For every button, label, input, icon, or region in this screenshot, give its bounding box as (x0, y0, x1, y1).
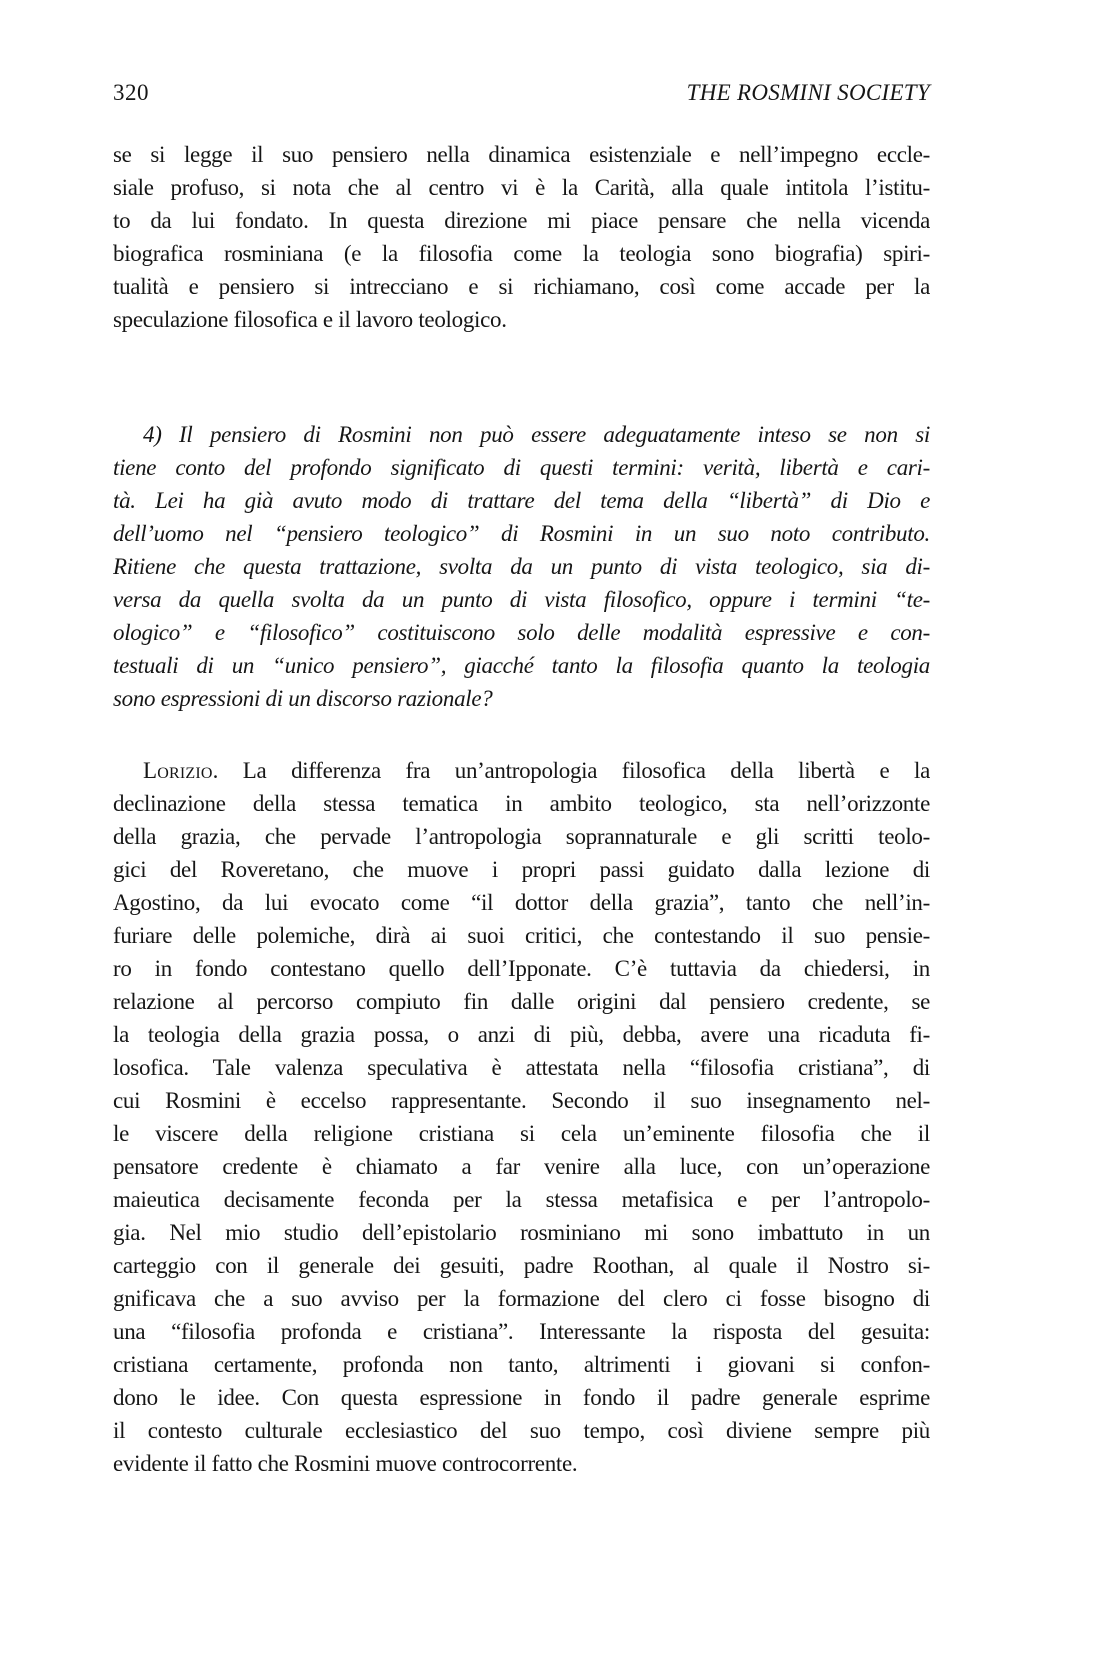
text-line: versa da quella svolta da un punto di vista filosofico, oppure i termini “te- (113, 587, 930, 612)
text-line: maieutica decisamente feconda per la stessa metafisica e per l’antropolo- (113, 1187, 930, 1212)
text-line: tiene conto del profondo significato di questi termini: verità, libertà e cari- (113, 455, 930, 480)
text-line: una “filosofia profonda e cristiana”. Interessante la risposta del gesuita: (113, 1319, 930, 1344)
running-header (113, 78, 930, 108)
running-head-title: THE ROSMINI SOCIETY (686, 80, 930, 105)
text-line: dell’uomo nel “pensiero teologico” di Rosmini in un suo noto contributo. (113, 521, 930, 546)
text-line: Agostino, da lui evocato come “il dottor della grazia”, tanto che nell’in- (113, 890, 930, 915)
text-line: biografica rosminiana (e la filosofia come la teologia sono biografia) spiri- (113, 241, 930, 266)
text-line: tualità e pensiero si intrecciano e si richiamano, così come accade per la (113, 274, 930, 299)
text-line: le viscere della religione cristiana si cela un’eminente filosofia che il (113, 1121, 930, 1146)
text-line: speculazione filosofica e il lavoro teologico. (113, 307, 507, 332)
text-line: dono le idee. Con questa espressione in fondo il padre generale esprime (113, 1385, 930, 1410)
text-line: se si legge il suo pensiero nella dinamica esistenziale e nell’impegno eccle- (113, 142, 930, 167)
text-line: siale profuso, si nota che al centro vi è la Carità, alla quale intitola l’istitu- (113, 175, 930, 200)
text-block (113, 138, 930, 1480)
text-line: tà. Lei ha già avuto modo di trattare del tema della “libertà” di Dio e (113, 488, 930, 513)
text-line: Ritiene che questa trattazione, svolta da un punto di vista teologico, sia di- (113, 554, 930, 579)
paragraph (113, 138, 930, 336)
text-line: gnificava che a suo avviso per la formazione del clero ci fosse bisogno di (113, 1286, 930, 1311)
text-line: carteggio con il generale dei gesuiti, padre Roothan, al quale il Nostro si- (113, 1253, 930, 1278)
text-line: la teologia della grazia possa, o anzi di più, debba, avere una ricaduta fi- (113, 1022, 930, 1047)
page-number: 320 (113, 80, 149, 105)
text-line: to da lui fondato. In questa direzione mi piace pensare che nella vicenda (113, 208, 930, 233)
text-line: testuali di un “unico pensiero”, giacché tanto la filosofia quanto la teologia (113, 653, 930, 678)
paragraph (113, 754, 930, 1480)
text-line: cristiana certamente, profonda non tanto, altrimenti i giovani si confon- (113, 1352, 930, 1377)
text-line: pensatore credente è chiamato a far venire alla luce, con un’operazione (113, 1154, 930, 1179)
speaker-name: Lorizio (143, 758, 213, 783)
text-line: cui Rosmini è eccelso rappresentante. Secondo il suo insegnamento nel- (113, 1088, 930, 1113)
text-line: losofica. Tale valenza speculativa è attestata nella “filosofia cristiana”, di (113, 1055, 930, 1080)
paragraph (113, 418, 930, 715)
text-line: ologico” e “filosofico” costituiscono solo delle modalità espressive e con- (113, 620, 930, 645)
text-line: ro in fondo contestano quello dell’Ipponate. C’è tuttavia da chiedersi, in (113, 956, 930, 981)
text-line: 4) Il pensiero di Rosmini non può essere adeguatamente inteso se non si (143, 422, 930, 447)
text-line: il contesto culturale ecclesiastico del suo tempo, così diviene sempre più (113, 1418, 930, 1443)
text-line: gici del Roveretano, che muove i propri passi guidato dalla lezione di (113, 857, 930, 882)
text-line: della grazia, che pervade l’antropologia soprannaturale e gli scritti teolo- (113, 824, 930, 849)
text-line: declinazione della stessa tematica in ambito teologico, sta nell’orizzonte (113, 791, 930, 816)
text-line: relazione al percorso compiuto fin dalle origini dal pensiero credente, se (113, 989, 930, 1014)
text-line: sono espressioni di un discorso razionale? (113, 686, 493, 711)
text-line: Lorizio. La differenza fra un’antropologia filosofica della libertà e la (143, 758, 930, 783)
text-line: furiare delle polemiche, dirà ai suoi critici, che contestando il suo pensie- (113, 923, 930, 948)
text-line: evidente il fatto che Rosmini muove controcorrente. (113, 1451, 578, 1476)
text-line: gia. Nel mio studio dell’epistolario rosminiano mi sono imbattuto in un (113, 1220, 930, 1245)
